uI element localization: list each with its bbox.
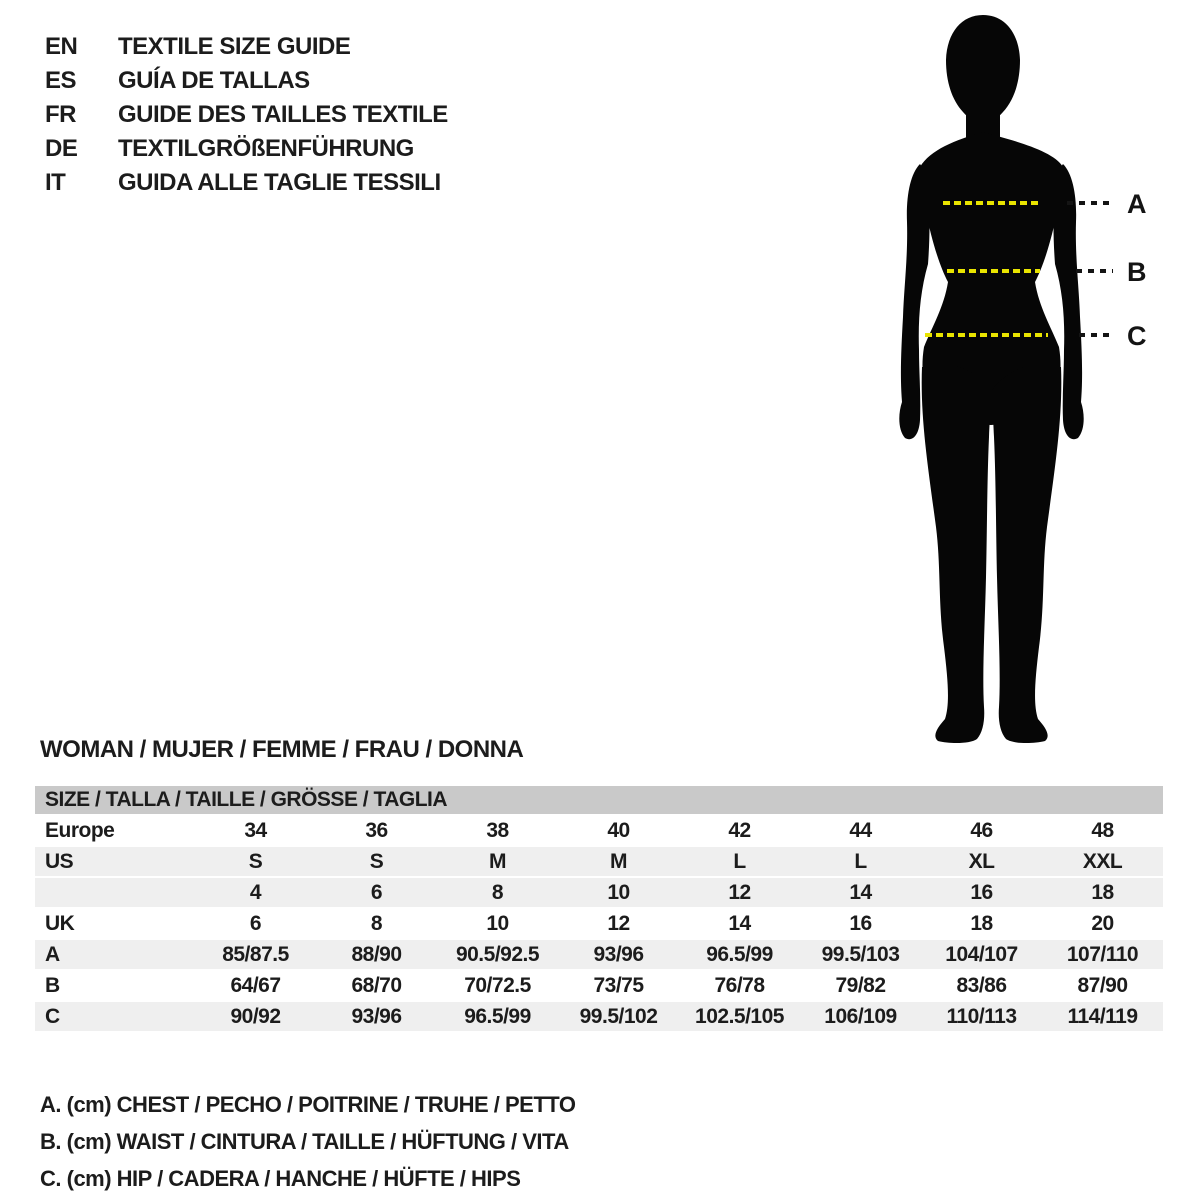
table-cell: 8 (370, 912, 383, 935)
table-cell: 107/110 (1066, 943, 1139, 966)
woman-silhouette-image (870, 12, 1113, 744)
table-cell: 99.5/103 (821, 943, 900, 966)
table-cell: L (854, 850, 867, 873)
table-cell: 36 (365, 819, 388, 842)
language-code: EN (45, 33, 78, 60)
table-cell: 76/78 (714, 974, 765, 997)
row-label: UK (45, 912, 75, 935)
table-cell: 90.5/92.5 (455, 943, 540, 966)
table-row (35, 878, 1163, 907)
table-cell: 6 (249, 912, 262, 935)
language-code: FR (45, 101, 76, 128)
waist-leader-line (1076, 269, 1113, 273)
row-label: A (45, 943, 60, 966)
language-row-es (45, 64, 448, 98)
hip-leader-line (1079, 333, 1112, 337)
measure-label-b: B (1127, 257, 1147, 287)
table-cell: XXL (1082, 850, 1123, 873)
table-cell: 4 (249, 881, 262, 904)
hip-dashed-line (925, 333, 1048, 337)
size-table-header: SIZE / TALLA / TAILLE / GRÖSSE / TAGLIA (35, 786, 1163, 814)
table-cell: 10 (486, 912, 509, 935)
table-cell: 16 (970, 881, 993, 904)
size-table (35, 786, 1163, 1033)
table-cell: 40 (607, 819, 630, 842)
table-cell: 106/109 (824, 1005, 897, 1028)
row-label: US (45, 850, 74, 873)
table-cell: 90/92 (230, 1005, 281, 1028)
table-cell: 79/82 (835, 974, 886, 997)
table-cell: 85/87.5 (222, 943, 289, 966)
table-cell: 73/75 (593, 974, 644, 997)
table-cell: 96.5/99 (706, 943, 773, 966)
table-cell: 104/107 (945, 943, 1018, 966)
table-cell: 64/67 (230, 974, 281, 997)
guide-title: GUIDA ALLE TAGLIE TESSILI (118, 169, 441, 196)
table-cell: S (248, 850, 263, 873)
waist-dashed-line (947, 269, 1040, 273)
row-label (35, 878, 195, 907)
note-waist: B. (cm) WAIST / CINTURA / TAILLE / HÜFTUNG / VITA (40, 1129, 569, 1154)
table-cell: 48 (1091, 819, 1114, 842)
table-cell: 87/90 (1077, 974, 1128, 997)
table-row (35, 971, 1163, 1000)
row-label: C (45, 1005, 60, 1028)
table-cell: 102.5/105 (695, 1005, 784, 1028)
size-table-body (35, 816, 1163, 1031)
table-cell: 99.5/102 (579, 1005, 658, 1028)
measurement-notes (40, 1086, 575, 1197)
table-cell: 14 (849, 881, 872, 904)
table-cell: 42 (728, 819, 751, 842)
table-cell: 34 (244, 819, 267, 842)
guide-title: GUÍA DE TALLAS (118, 67, 310, 94)
table-cell: XL (968, 850, 995, 873)
table-cell: 70/72.5 (464, 974, 531, 997)
table-cell: 16 (849, 912, 872, 935)
language-code: DE (45, 135, 78, 162)
table-cell: 20 (1091, 912, 1114, 935)
table-row (35, 940, 1163, 969)
note-hip: C. (cm) HIP / CADERA / HANCHE / HÜFTE / HIPS (40, 1166, 521, 1191)
guide-title: GUIDE DES TAILLES TEXTILE (118, 101, 448, 128)
table-cell: L (733, 850, 746, 873)
table-cell: 93/96 (593, 943, 644, 966)
table-cell: 114/119 (1067, 1005, 1138, 1028)
table-cell: 18 (1091, 881, 1114, 904)
table-cell: 8 (491, 881, 504, 904)
language-row-en (45, 30, 448, 64)
guide-title: TEXTILGRÖßENFÜHRUNG (118, 135, 414, 162)
measure-label-a: A (1127, 189, 1147, 219)
table-cell: 6 (370, 881, 383, 904)
table-cell: 93/96 (351, 1005, 402, 1028)
language-row-it (45, 166, 448, 200)
language-code: ES (45, 67, 77, 94)
table-row (35, 847, 1163, 876)
table-cell: M (610, 850, 627, 873)
table-cell: 46 (970, 819, 993, 842)
table-row (35, 816, 1163, 845)
table-cell: M (489, 850, 506, 873)
table-cell: 12 (607, 912, 630, 935)
table-cell: 14 (728, 912, 751, 935)
row-label: Europe (45, 819, 115, 842)
guide-title: TEXTILE SIZE GUIDE (118, 33, 351, 60)
row-label: B (45, 974, 60, 997)
note-chest: A. (cm) CHEST / PECHO / POITRINE / TRUHE / PETTO (40, 1092, 576, 1117)
table-cell: 44 (849, 819, 872, 842)
language-list (45, 30, 448, 200)
table-cell: 12 (728, 881, 751, 904)
table-cell: 10 (607, 881, 630, 904)
chest-leader-line (1067, 201, 1113, 205)
table-cell: S (369, 850, 384, 873)
language-row-fr (45, 98, 448, 132)
chest-dashed-line (943, 201, 1040, 205)
table-row (35, 909, 1163, 938)
table-row (35, 1002, 1163, 1031)
language-code: IT (45, 169, 66, 196)
table-cell: 18 (970, 912, 993, 935)
table-cell: 96.5/99 (464, 1005, 531, 1028)
table-cell: 110/113 (946, 1005, 1017, 1028)
table-cell: 88/90 (351, 943, 402, 966)
measure-label-c: C (1127, 321, 1147, 351)
table-cell: 68/70 (351, 974, 402, 997)
table-cell: 38 (486, 819, 509, 842)
section-title-woman: WOMAN / MUJER / FEMME / FRAU / DONNA (40, 736, 524, 763)
table-cell: 83/86 (956, 974, 1007, 997)
language-row-de (45, 132, 448, 166)
